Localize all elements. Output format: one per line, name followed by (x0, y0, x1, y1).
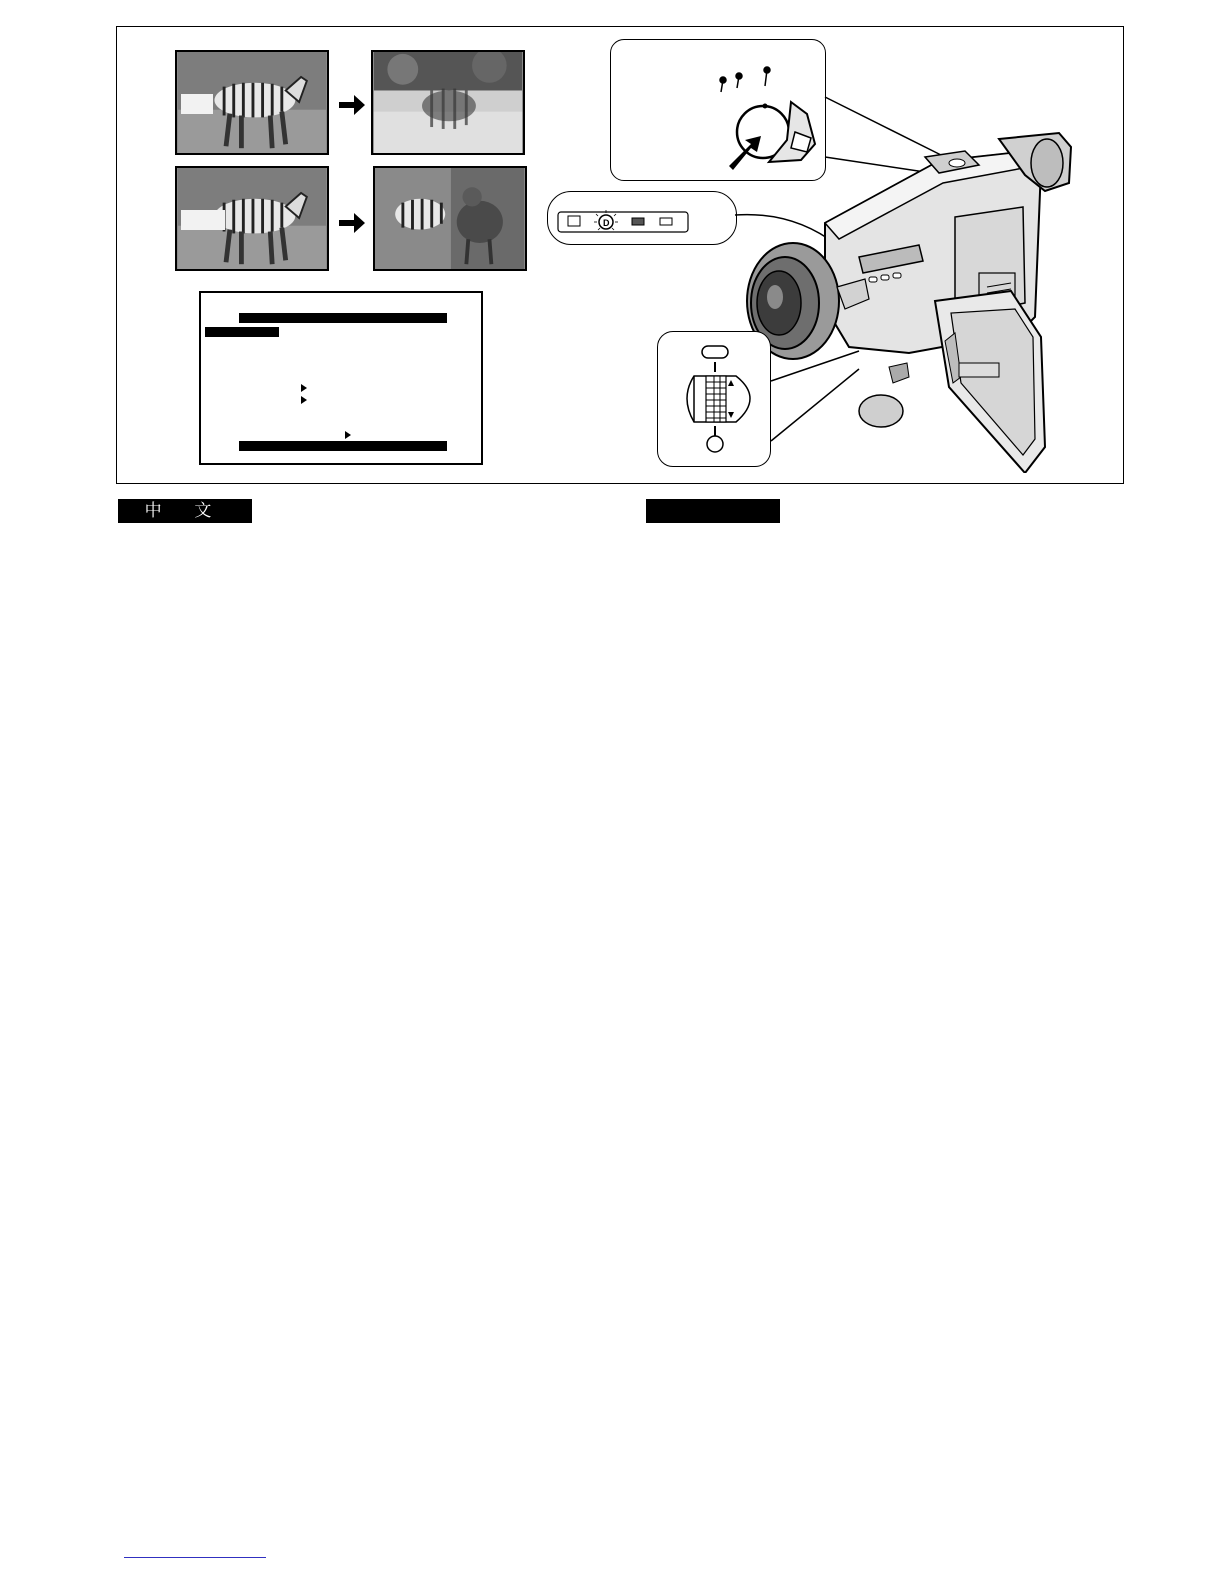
english-section-label (646, 499, 780, 523)
chinese-section-label: 中 文 (118, 499, 252, 523)
fade-scene-image (373, 52, 523, 153)
menu-pointer-icon (301, 396, 307, 404)
jog-dial-on-body (889, 363, 909, 383)
menu-pointer-icon (301, 384, 307, 392)
indicator-callout (547, 191, 737, 245)
dial-leader (769, 337, 869, 447)
footer-rule (124, 1557, 266, 1558)
photo-wipe-zebra-cheetah (373, 166, 527, 271)
card-mode-icon (568, 216, 580, 226)
indicator-panel (548, 192, 738, 246)
overlay-label-box (181, 94, 213, 114)
menu-screen (199, 291, 483, 465)
dial-callout (657, 331, 771, 467)
lamp-off-icon (660, 218, 672, 225)
svg-text:D: D (603, 218, 610, 228)
right-arrow-icon (337, 211, 367, 235)
menu-pointer-icon (345, 431, 351, 439)
lamp-on-icon (632, 218, 644, 225)
menu-footer-bar (239, 441, 447, 451)
photo-zebra-bottom-before (175, 166, 329, 271)
photo-zebra-top-after (371, 50, 525, 155)
menu-title-bar (239, 313, 447, 323)
jog-dial-icon (658, 332, 772, 468)
wipe-scene-image (375, 168, 525, 269)
overlay-label-box (181, 210, 225, 230)
photo-zebra-top-before (175, 50, 329, 155)
illustration-frame (116, 26, 1124, 484)
right-arrow-icon (337, 93, 367, 117)
menu-subtitle-bar (205, 327, 279, 337)
